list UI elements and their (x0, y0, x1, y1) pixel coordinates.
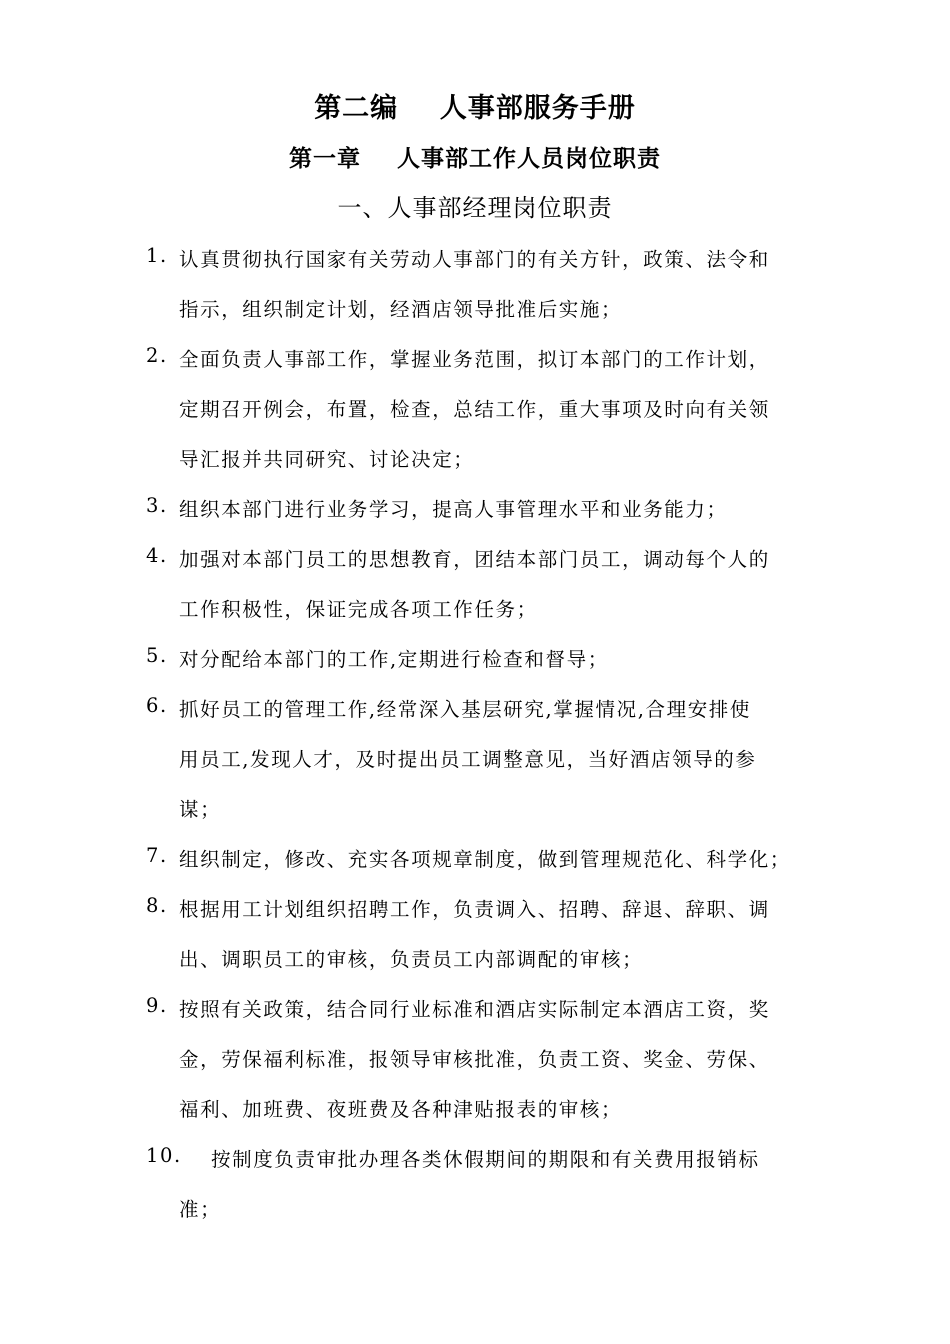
item-text-line: 对分配给本部门的工作,定期进行检查和督导； (179, 648, 609, 671)
item-text-line: 定期召开例会，布置，检查，总结工作，重大事项及时向有关领 (179, 398, 770, 421)
item-text-line: 组织本部门进行业务学习，提高人事管理水平和业务能力； (179, 498, 728, 521)
item-text-line: 福利、加班费、夜班费及各种津贴报表的审核； (179, 1098, 623, 1121)
item-text-line: 加强对本部门员工的思想教育，团结本部门员工，调动每个人的 (179, 548, 770, 571)
item-text-line: 全面负责人事部工作，掌握业务范围，拟订本部门的工作计划， (179, 348, 770, 371)
part-title: 第二编 人事部服务手册 (314, 93, 636, 124)
item-text-line: 按制度负责审批办理各类休假期间的期限和有关费用报销标 (211, 1148, 760, 1171)
item-text-line: 金，劳保福利标准，报领导审核批准，负责工资、奖金、劳保、 (179, 1048, 770, 1071)
chapter-title: 第一章 人事部工作人员岗位职责 (288, 146, 662, 172)
item-text-line: 抓好员工的管理工作,经常深入基层研究,掌握情况,合理安排使 (179, 698, 751, 721)
item-text-line: 出、调职员工的审核，负责员工内部调配的审核； (179, 948, 644, 971)
section-title: 一、人事部经理岗位职责 (337, 194, 613, 222)
item-text-line: 认真贯彻执行国家有关劳动人事部门的有关方针，政策、法令和 (179, 248, 770, 271)
item-number: 10. (146, 1144, 182, 1167)
item-text-line: 组织制定，修改、充实各项规章制度，做到管理规范化、科学化； (179, 848, 791, 871)
item-number: 7. (146, 844, 168, 867)
item-text-line: 导汇报并共同研究、讨论决定； (179, 448, 475, 471)
item-number: 9. (146, 994, 168, 1017)
item-number: 6. (146, 694, 168, 717)
item-text-line: 指示，组织制定计划，经酒店领导批准后实施； (179, 298, 623, 321)
item-text-line: 谋； (179, 798, 222, 821)
item-number: 5. (146, 644, 168, 667)
item-text-line: 用员工,发现人才，及时提出员工调整意见，当好酒店领导的参 (179, 748, 757, 771)
item-number: 3. (146, 494, 168, 517)
item-text-line: 根据用工计划组织招聘工作，负责调入、招聘、辞退、辞职、调 (179, 898, 770, 921)
item-number: 4. (146, 544, 168, 567)
item-number: 2. (146, 344, 168, 367)
item-number: 8. (146, 894, 168, 917)
item-text-line: 按照有关政策，结合同行业标准和酒店实际制定本酒店工资，奖 (179, 998, 770, 1021)
item-text-line: 工作积极性，保证完成各项工作任务； (179, 598, 538, 621)
item-text-line: 准； (179, 1198, 222, 1221)
item-number: 1. (146, 244, 168, 267)
